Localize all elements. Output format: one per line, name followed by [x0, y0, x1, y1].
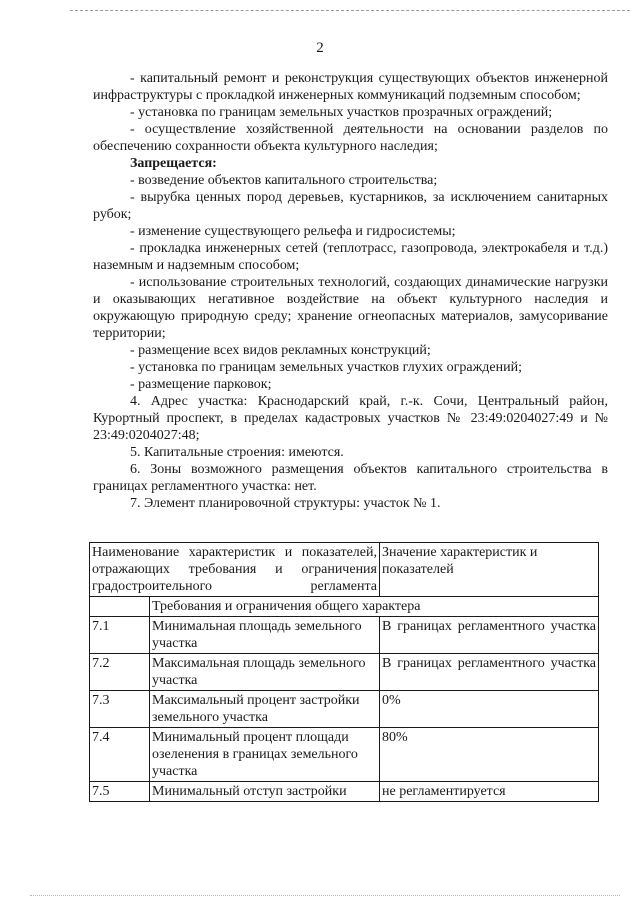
row-value: 0% [380, 691, 599, 728]
document-body [93, 70, 608, 512]
table-header-value: Значение характеристик и показателей [380, 543, 599, 597]
table-row [90, 728, 599, 782]
paragraph: - размещение всех видов рекламных конструкций; [130, 343, 431, 358]
paragraph: - установка по границам земельных участков прозрачных ограждений; [130, 105, 553, 120]
paragraph-address: 4. Адрес участка: Краснодарский край, г.-к. Сочи, Центральный район, Курортный проспект, в пределах кадастровых участков № 23:49:0204027:49 и № 23:49:0204027:48; [93, 394, 608, 443]
scan-top-edge [70, 10, 630, 11]
paragraph: 6. Зоны возможного размещения объектов капитального строительства в границах регламентного участка: нет. [93, 462, 608, 494]
paragraph: 7. Элемент планировочной структуры: участок № 1. [130, 496, 441, 511]
paragraph: - размещение парковок; [130, 377, 272, 392]
row-name: Минимальный отступ застройки [150, 782, 380, 802]
table-section-row [90, 597, 599, 617]
row-value: В границах регламентного участка [380, 654, 599, 691]
table-row [90, 654, 599, 691]
row-value: В границах регламентного участка [380, 617, 599, 654]
paragraph: - прокладка инженерных сетей (теплотрасс, газопровода, электрокабеля и т.д.) наземным и надземным способом; [93, 241, 608, 273]
paragraph: - изменение существующего рельефа и гидросистемы; [130, 224, 456, 239]
row-value: не регламентируется [380, 782, 599, 802]
table-header-name: Наименование характеристик и показателей, отражающих требования и ограничения градостроительного регламента [90, 543, 380, 597]
paragraph: - осуществление хозяйственной деятельности на основании разделов по обеспечению сохранности объекта культурного наследия; [93, 122, 608, 154]
paragraph: - капитальный ремонт и реконструкция существующих объектов инженерной инфраструктуры с прокладкой инженерных коммуникаций подземным способом; [93, 71, 608, 103]
row-name: Максимальный процент застройки земельного участка [150, 691, 380, 728]
row-name: Максимальная площадь земельного участка [150, 654, 380, 691]
row-number: 7.2 [90, 654, 150, 691]
row-number: 7.1 [90, 617, 150, 654]
table-row [90, 617, 599, 654]
row-value: 80% [380, 728, 599, 782]
page-number: 2 [316, 40, 324, 56]
table-row [90, 782, 599, 802]
section-heading-prohibited: Запрещается: [130, 156, 217, 171]
table-section-title: Требования и ограничения общего характера [150, 597, 599, 617]
paragraph: - вырубка ценных пород деревьев, кустарников, за исключением санитарных рубок; [93, 190, 608, 222]
row-name: Минимальный процент площади озеленения в границах земельного участка [150, 728, 380, 782]
row-number: 7.5 [90, 782, 150, 802]
paragraph: 5. Капитальные строения: имеются. [130, 445, 344, 460]
scan-bottom-edge [30, 895, 620, 896]
row-name: Минимальная площадь земельного участка [150, 617, 380, 654]
paragraph: - возведение объектов капитального строительства; [130, 173, 438, 188]
paragraph: - установка по границам земельных участков глухих ограждений; [130, 360, 522, 375]
row-number: 7.3 [90, 691, 150, 728]
parameters-table [89, 542, 599, 802]
paragraph: - использование строительных технологий, создающих динамические нагрузки и оказывающих негативное воздействие на объект культурного наследия и окружающую природную среду; хранение огнеопасных материалов, замусоривание территории; [93, 275, 608, 341]
table-cell-empty [90, 597, 150, 617]
row-number: 7.4 [90, 728, 150, 782]
table-header-row [90, 543, 599, 597]
table-row [90, 691, 599, 728]
